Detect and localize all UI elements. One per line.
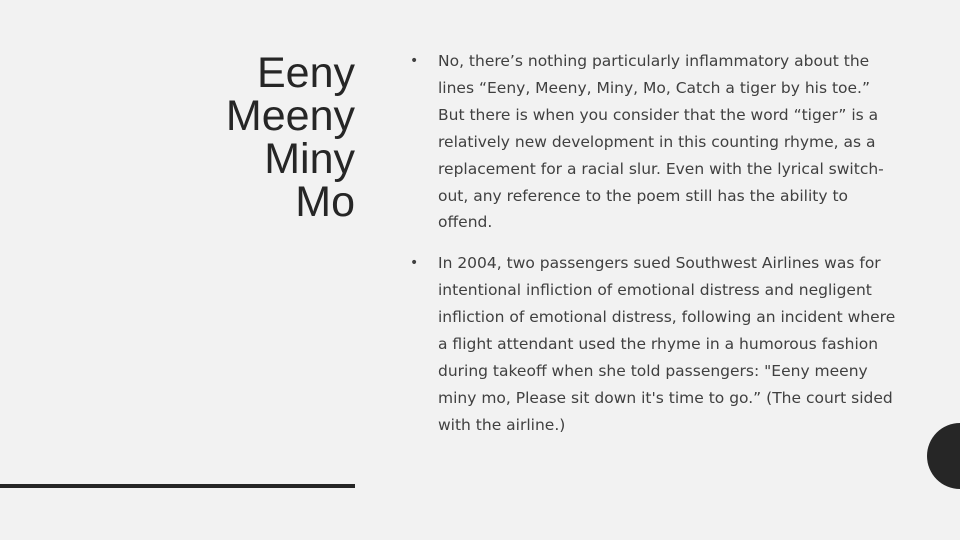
decorative-circle [927, 423, 960, 489]
bullet-item-tiger-rhyme [410, 48, 900, 236]
bullet-icon: • [410, 255, 419, 272]
content-body [410, 48, 900, 453]
slide-title [55, 49, 355, 226]
title-line-2: Meeny [225, 92, 355, 140]
title-line-4: Mo [295, 178, 355, 226]
title-line-1: Eeny [256, 49, 355, 97]
title-line-3: Miny [264, 135, 355, 183]
title-underline-divider [0, 484, 355, 488]
bullet-text: In 2004, two passengers sued Southwest Airlines was for intentional infliction of emotional distress and negligent infliction of emotional distress, following an incident where a flight attendant used the rhyme in a humorous fashion during takeoff when she told passengers: "Eeny meeny miny mo, Please sit down it's time to go.” (The court sided with the airline.) [438, 254, 896, 434]
bullet-text: No, there’s nothing particularly inflammatory about the lines “Eeny, Meeny, Miny, Mo, Catch a tiger by his toe.” But there is when you consider that the word “tiger” is a relatively new development in this counting rhyme, as a replacement for a racial slur. Even with the lyrical switch-out, any reference to the poem still has the ability to offend. [438, 52, 884, 232]
bullet-icon: • [410, 53, 419, 69]
bullet-item-southwest-lawsuit [410, 250, 900, 438]
